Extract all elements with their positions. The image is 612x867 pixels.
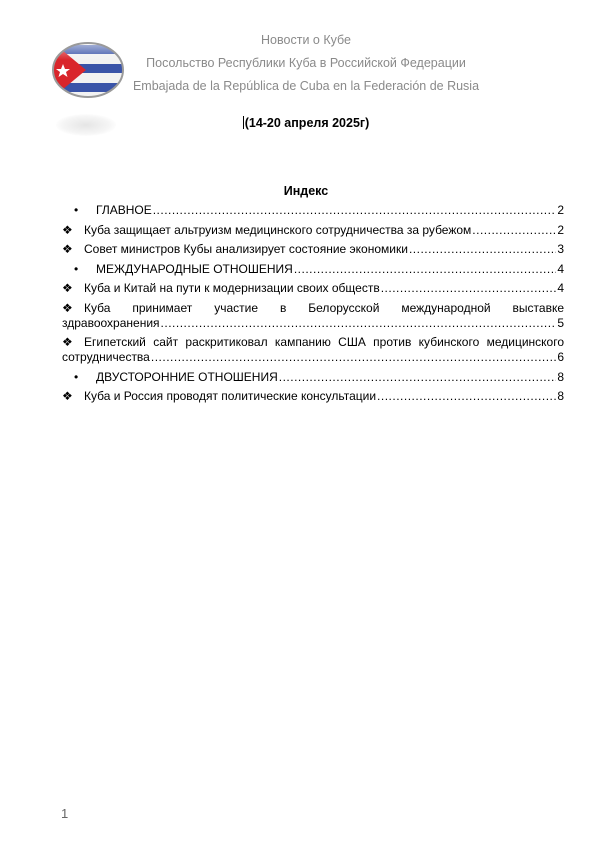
toc-entry-label: МЕЖДУНАРОДНЫЕ ОТНОШЕНИЯ [96, 261, 293, 276]
toc-leader-dots [294, 262, 556, 277]
toc-page-number: 8 [557, 369, 564, 384]
toc-page-number: 4 [557, 261, 564, 276]
toc-entry[interactable] [62, 301, 564, 331]
round-bullet-icon: • [74, 261, 79, 276]
date-range-text: (14-20 апреля 2025г) [244, 116, 370, 130]
toc-page-number: 8 [557, 389, 564, 403]
toc-entry-label-cont: здравоохранения [62, 315, 160, 330]
toc-entry[interactable] [62, 335, 564, 365]
date-range [0, 116, 612, 130]
page-number: 1 [61, 806, 69, 821]
toc-section[interactable] [62, 203, 564, 218]
toc-leader-dots [409, 242, 556, 257]
toc-entry-label: Совет министров Кубы анализирует состояние экономики [84, 242, 408, 256]
toc-entry-label: Египетский сайт раскритиковал кампанию США против кубинского медицинского [84, 335, 564, 349]
index-title: Индекс [283, 184, 329, 198]
toc-entry[interactable] [62, 281, 564, 296]
diamond-bullet-icon: ❖ [62, 222, 73, 237]
toc-leader-dots [153, 203, 557, 218]
header-embassy-ru: Посольство Республики Куба в Российской Федерации [146, 56, 466, 70]
toc-leader-dots [377, 389, 556, 404]
toc-entry-label: Куба защищает альтруизм медицинского сотрудничества за рубежом [84, 222, 472, 237]
diamond-bullet-icon: ❖ [62, 242, 73, 256]
toc-page-number: 5 [557, 315, 564, 330]
table-of-contents [62, 203, 564, 409]
toc-page-number: 2 [557, 203, 564, 217]
toc-entry[interactable] [62, 242, 564, 257]
toc-entry-label: ГЛАВНОЕ [96, 203, 152, 217]
toc-section[interactable] [62, 262, 564, 277]
round-bullet-icon: • [74, 203, 79, 217]
toc-entry-label: ДВУСТОРОННИЕ ОТНОШЕНИЯ [96, 369, 278, 384]
diamond-bullet-icon: ❖ [62, 300, 73, 315]
toc-page-number: 3 [557, 242, 564, 256]
toc-leader-dots [472, 223, 556, 238]
header-embassy-es: Embajada de la República de Cuba en la Federación de Rusia [132, 79, 480, 93]
diamond-bullet-icon: ❖ [62, 281, 73, 295]
text-cursor [243, 116, 244, 129]
toc-leader-dots [279, 370, 557, 385]
toc-entry[interactable] [62, 223, 564, 238]
diamond-bullet-icon: ❖ [62, 335, 73, 349]
toc-entry-label: Куба и Россия проводят политические консультации [84, 389, 377, 403]
header-title: Новости о Кубе [261, 33, 351, 47]
toc-page-number: 2 [557, 222, 564, 237]
toc-leader-dots [151, 350, 556, 365]
toc-entry-label: Куба и Китай на пути к модернизации своих обществ [84, 281, 380, 295]
toc-entry[interactable] [62, 389, 564, 404]
toc-leader-dots [161, 316, 557, 331]
toc-leader-dots [381, 281, 557, 296]
toc-entry-label-cont: сотрудничества [62, 350, 150, 364]
diamond-bullet-icon: ❖ [62, 389, 73, 403]
round-bullet-icon: • [74, 369, 79, 384]
toc-section[interactable] [62, 370, 564, 385]
toc-page-number: 6 [557, 350, 564, 364]
toc-entry-label: Куба принимает участие в Белорусской международной выставке [84, 300, 564, 315]
toc-page-number: 4 [557, 281, 564, 295]
